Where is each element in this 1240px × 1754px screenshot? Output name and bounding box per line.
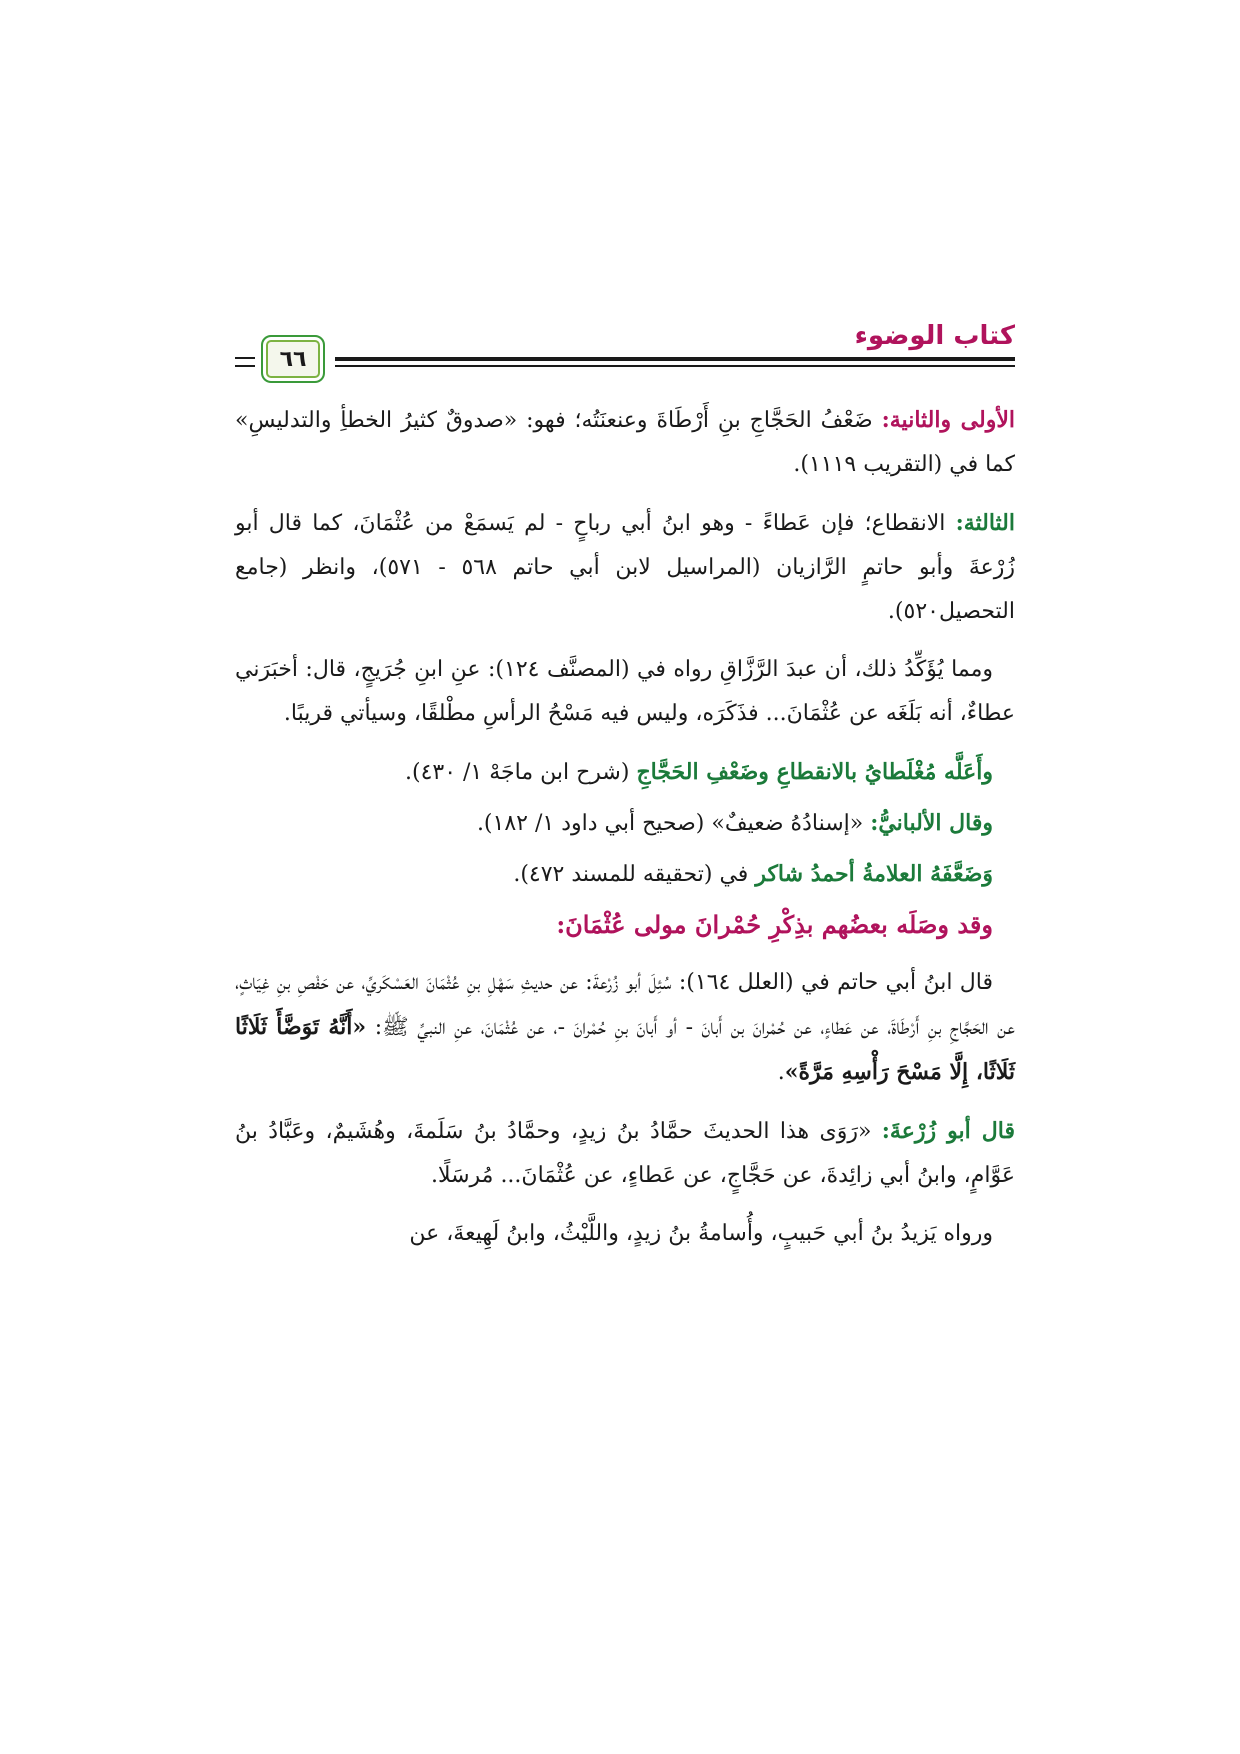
page-number: ٦٦	[279, 346, 307, 372]
header-rule-left	[235, 357, 255, 359]
paragraph-abu-zura	[235, 1109, 1015, 1198]
book-title: كتاب الوضوء	[854, 321, 1015, 351]
text-mughaltay: (شرح ابن ماجَهْ ١/ ٤٣٠).	[404, 760, 637, 785]
page-body	[235, 398, 1015, 1270]
label-albani: وقال الألبانيُّ:	[870, 810, 993, 836]
text-ilal-end: .	[777, 1060, 785, 1085]
header-rule-top	[335, 357, 1015, 361]
paragraph-ilal	[235, 961, 1015, 1095]
text-abu-zura: «رَوَى هذا الحديثَ حمَّادُ بنُ زيدٍ، وحمَّادُ بنُ سَلَمةَ، وهُشَيمٌ، وعَبَّادُ بنُ عَوَّامٍ، وابنُ أبي زائِدةَ، عن حَجَّاجٍ، عن عَطاءٍ، عن عُثْمَانَ... مُرسَلًا.	[235, 1119, 1015, 1188]
paragraph-albani	[235, 801, 1015, 846]
header-rule-bottom	[335, 365, 1015, 367]
page-header	[235, 315, 1015, 385]
text-first-second: ضَعْفُ الحَجَّاجِ بنِ أَرْطَاةَ وعنعنَتُه؛ فهو: «صدوقٌ كثيرُ الخطأِ والتدليسِ» كما في (التقريب ١١١٩).	[235, 408, 1015, 477]
text-third: الانقطاع؛ فإن عَطاءً - وهو ابنُ أبي رباحٍ - لم يَسمَعْ من عُثْمَانَ، كما قال أبو زُرْعةَ وأبو حاتمٍ الرَّازيان (المراسيل لابن أبي حاتم ٥٦٨ - ٥٧١)، وانظر (جامع التحصيل٥٢٠).	[235, 511, 1016, 624]
page-number-badge	[261, 335, 325, 383]
paragraph-mughaltay	[235, 750, 1015, 795]
text-narrators: ورواه يَزيدُ بنُ أبي حَبيبٍ، وأُسامةُ بنُ زيدٍ، واللَّيْثُ، وابنُ لَهِيعةَ، عن	[409, 1221, 993, 1246]
paragraph-third	[235, 501, 1015, 634]
paragraph-first-second	[235, 398, 1015, 487]
section-heading: وقد وصَلَه بعضُهم بذِكْرِ حُمْرانَ مولى عُثْمَانَ:	[556, 910, 993, 939]
label-shakir: وَضَعَّفَهُ العلامةُ أحمدُ شاكر	[755, 861, 993, 887]
header-rule-left-2	[235, 365, 255, 367]
label-abu-zura: قال أبو زُرْعةَ:	[881, 1118, 1015, 1144]
text-albani: «إسنادُهُ ضعيفٌ» (صحيح أبي داود ١/ ١٨٢).	[476, 811, 871, 836]
text-ilal: قال ابنُ أبي حاتم في (العلل ١٦٤): سُئِلَ أبو زُرْعةَ: عن حديثِ سَهْلِ بنِ عُثْمَانَ العَسْكَريِّ، عن حَفْصِ بنِ غِيَاثٍ، عن الحَجَّاجِ بنِ أَرْطَاةَ، عن عَطاءٍ، عن حُمْرانَ بن أَبانَ - أو أَبانَ بنِ حُمْرانَ -، عن عُثْمَانَ، عنِ النبيِّ ﷺ:	[235, 970, 1016, 1040]
label-mughaltay: وأَعَلَّه مُغْلَطايُ بالانقطاعِ وضَعْفِ الحَجَّاجِ	[636, 759, 993, 785]
label-third: الثالثة:	[955, 510, 1015, 536]
text-shakir: في (تحقيقه للمسند ٤٧٢).	[513, 862, 756, 887]
paragraph-shakir	[235, 852, 1015, 897]
paragraph-confirmation	[235, 648, 1015, 736]
text-confirmation: ومما يُؤَكِّدُ ذلك، أن عبدَ الرَّزَّاقِ رواه في (المصنَّف ١٢٤): عنِ ابنِ جُرَيجٍ، قال: أخبَرَني عطاءٌ، أنه بَلَغَه عن عُثْمَانَ... فذَكَرَه، وليس فيه مَسْحُ الرأسِ مطْلقًا، وسيأتي قريبًا.	[235, 657, 1015, 726]
paragraph-narrators	[235, 1212, 1015, 1256]
label-first-second: الأولى والثانية:	[881, 407, 1015, 433]
hadith-text: «أَنَّهُ تَوَضَّأَ ثَلَاثًا ثَلَاثًا، إِلَّا مَسْحَ رَأْسِهِ مَرَّةً»	[235, 1014, 1015, 1085]
